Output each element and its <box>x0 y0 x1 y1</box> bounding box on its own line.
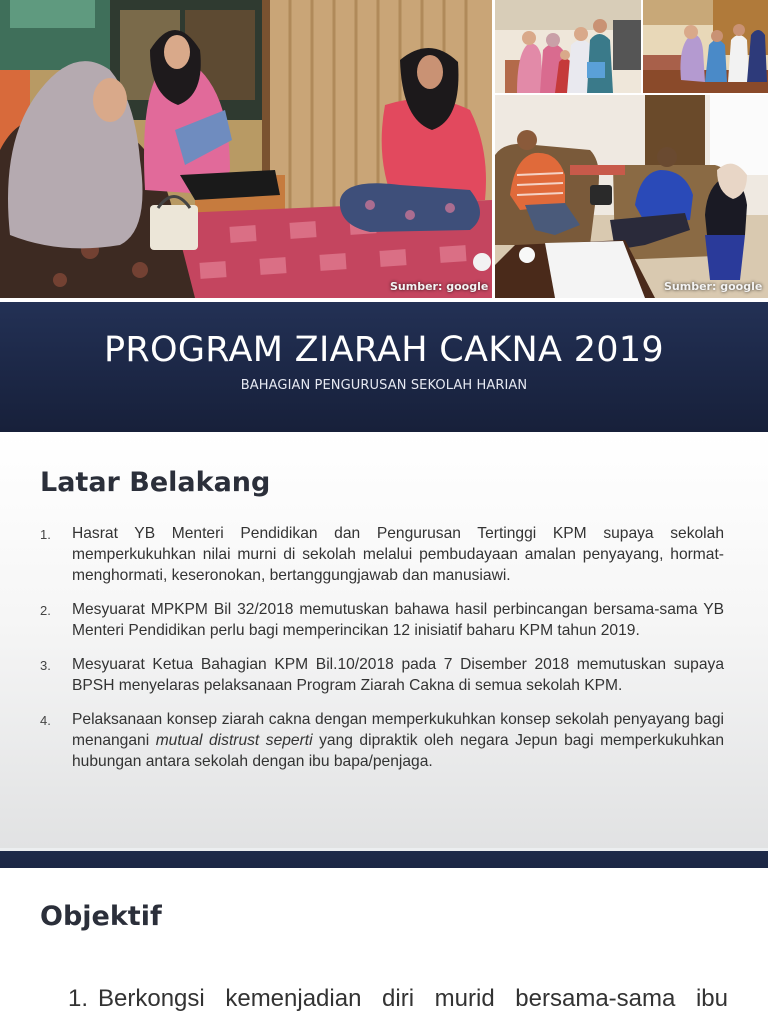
slide-divider <box>0 848 768 868</box>
list-item <box>40 709 724 772</box>
objective-item-text: Berkongsi kemenjadian diri murid bersama-sama ibu <box>98 985 728 1012</box>
list-item-number: 4. <box>40 713 51 728</box>
list-item <box>40 654 724 696</box>
page-title: PROGRAM ZIARAH CAKNA 2019 <box>104 330 664 370</box>
title-banner <box>0 302 768 432</box>
list-item-number: 3. <box>40 658 51 673</box>
list-item-number: 1. <box>40 527 51 542</box>
section-heading-objective: Objektif <box>40 901 162 932</box>
objective-item <box>68 984 728 1014</box>
image-credit-main: Sumber: google <box>390 280 489 293</box>
list-item-text-start: Pelaksanaan konsep ziarah cakna dengan memperkukuhkan konsep sekolah penyayang bagi menangani <box>72 711 724 749</box>
sofa-visit-photo <box>495 95 768 298</box>
family-visit-photo-1 <box>495 0 641 93</box>
page-subtitle: BAHAGIAN PENGURUSAN SEKOLAH HARIAN <box>240 378 528 393</box>
objective-item-number: 1. <box>68 985 89 1012</box>
list-item-text-italic: mutual distrust seperti <box>155 732 313 749</box>
list-item <box>40 523 724 586</box>
section-heading-background: Latar Belakang <box>40 467 271 498</box>
list-item-text-end: yang dipraktik oleh negara Jepun bagi memperkukuhkan hubungan antara sekolah dengan ibu bapa/penjaga. <box>72 732 725 770</box>
background-section <box>0 432 768 848</box>
list-item-text <box>72 709 724 772</box>
background-list <box>40 523 724 785</box>
photo-collage <box>0 0 768 298</box>
image-credit-side: Sumber: google <box>664 280 763 293</box>
list-item <box>40 599 724 641</box>
family-visit-photo-2 <box>643 0 768 93</box>
objective-section <box>0 868 768 1024</box>
list-item-number: 2. <box>40 603 51 618</box>
list-item-text: Mesyuarat Ketua Bahagian KPM Bil.10/2018 pada 7 Disember 2018 memutuskan supaya BPSH menyelaras pelaksanaan Program Ziarah Cakna di semua sekolah KPM. <box>72 656 724 694</box>
list-item-text: Mesyuarat MPKPM Bil 32/2018 memutuskan bahawa hasil perbincangan bersama-sama YB Menteri Pendidikan perlu bagi memperincikan 12 inisiatif baharu KPM tahun 2019. <box>72 601 724 639</box>
home-visit-photo-main <box>0 0 492 298</box>
list-item-text: Hasrat YB Menteri Pendidikan dan Pengurusan Tertinggi KPM supaya sekolah memperkukuhkan nilai murni di sekolah melalui pembudayaan amalan penyayang, hormat-menghormati, keseronokan, bertanggungjawab dan manusiawi. <box>72 525 724 584</box>
